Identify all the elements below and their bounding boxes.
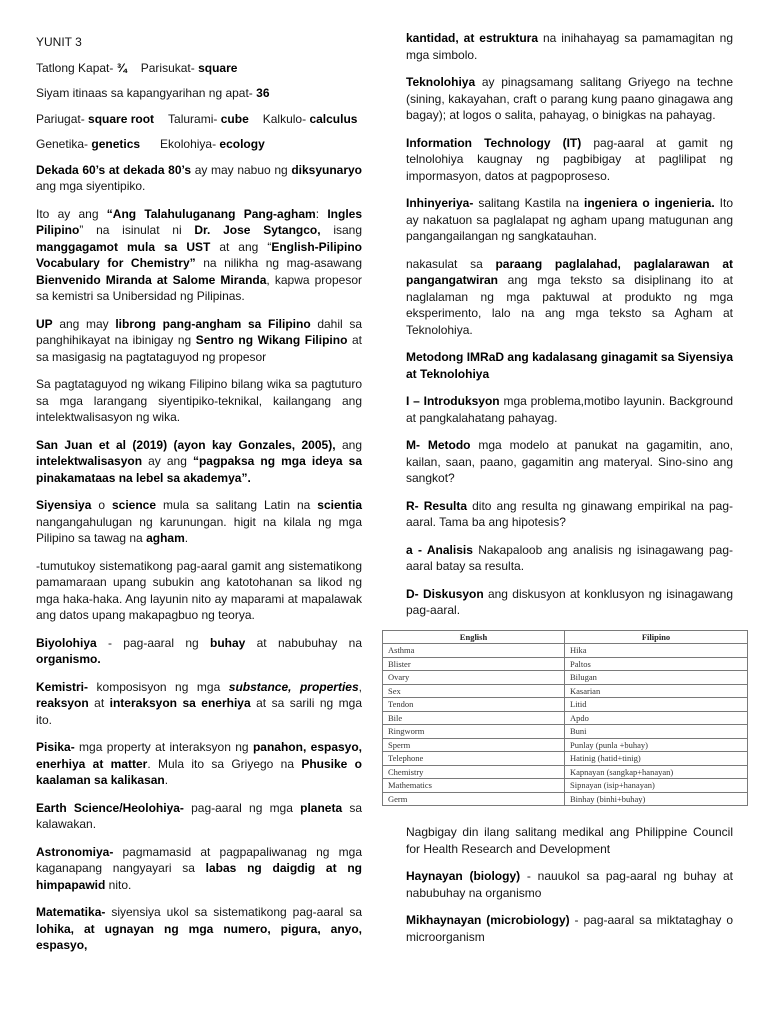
table-cell: Blister	[383, 657, 565, 671]
table-cell: Asthma	[383, 644, 565, 658]
table-header: English	[383, 630, 565, 644]
paragraph-intelektwalisasyon: Sa pagtataguyod ng wikang Filipino bilang wika sa pagtuturo sa mga larangang siyentipiko-teknikal, kailangang ang intelektwalisasyon ng wika.	[36, 377, 362, 424]
paragraph-talahuluganan: Ito ay ang “Ang Talahuluganang Pang-agham: Ingles Pilipino” na isinulat ni Dr. Jose Sytangco, isang manggagamot mula sa UST at ang “English-Pilipino Vocabulary for Chemistry” na nilikha ng mag-asawang Bienvenido Miranda at Salome Miranda, kapwa propesor sa kemistri sa Unibersidad ng Pilipinas.	[36, 206, 363, 303]
paragraph-dekada: Dekada 60’s at dekada 80’s ay may nabuo ng diksyunaryo ang mga siyentipiko.	[36, 162, 363, 193]
table-row	[383, 792, 748, 806]
table-cell: Bile	[383, 711, 565, 725]
table-cell: Telephone	[383, 752, 565, 766]
paragraph-introduksyon: I – Introduksyon mga problema,motibo layunin. Background at pangkalahatang pahayag.	[406, 394, 733, 425]
paragraph-resulta: R- Resulta dito ang resulta ng ginawang empirikal na pag-aaral. Tama ba ang hipotesis?	[406, 498, 734, 529]
paragraph-pchrd: Nagbigay din ilang salitang medikal ang Philippine Council for Health Research and Development	[406, 825, 733, 856]
table-cell: Punlay (punla +buhay)	[565, 738, 748, 752]
paragraph-matematika: Matematika- siyensiya ukol sa sistematikong pag-aaral sa lohika, at ugnayan ng mga numero, pigura, anyo, espasyo,	[36, 905, 362, 952]
paragraph-teknolohiya: Teknolohiya ay pinagsamang salitang Griyego na techne (sining, kakayahan, craft o parang kung paano ginagawa ang bagay); at logos o salita, pahayag, o binigkas na pahayag.	[406, 75, 733, 122]
table-cell: Tendon	[383, 698, 565, 712]
paragraph-san-juan: San Juan et al (2019) (ayon kay Gonzales, 2005), ang intelektwalisasyon ay ang “pagpaksa ng mga ideya sa pinakamataas na lebel sa akademya”.	[36, 437, 362, 485]
paragraph-biyolohiya: Biyolohiya - pag-aaral ng buhay at nabubuhay na organismo.	[36, 635, 363, 666]
table-row	[383, 725, 748, 739]
paragraph-information-technology: Information Technology (IT) pag-aaral at gamit ng telnolohiya kaugnay ng pagbibigay at paglilipat ng impormasyon, datos at pagpoproseso.	[406, 135, 733, 183]
table-cell: Buni	[565, 725, 748, 739]
table-cell: Paltos	[565, 657, 748, 671]
table-header: Filipino	[565, 630, 748, 644]
paragraph-haynayan: Haynayan (biology) - nauukol sa pag-aaral ng buhay at nabubuhay na organismo	[406, 869, 733, 900]
paragraph-kemistri: Kemistri- komposisyon ng mga substance, properties, reaksyon at interaksyon sa enerhiya at sa sarili ng mga ito.	[36, 679, 362, 727]
right-column	[388, 30, 734, 956]
paragraph-tumutukoy: -tumutukoy sistematikong pag-aaral gamit ang sistematikong pamamaraan upang subukin ang katotohanan sa likod ng mga haka-haka. Ang layunin nito ay maparami at mapalawak ang datos upang makapagbuo ng teorya.	[36, 558, 362, 622]
table-row	[383, 644, 748, 658]
term-line-genetics: Genetika- genetics Ekolohiya- ecology	[36, 137, 265, 151]
table-cell: Apdo	[565, 711, 748, 725]
table-header-row	[383, 630, 748, 644]
heading-imrad: Metodong IMRaD ang kadalasang ginagamit sa Siyensiya at Teknolohiya	[406, 350, 733, 381]
paragraph-up: UP ang may librong pang-angham sa Filipino dahil sa panghihikayat na ibinigay ng Sentro ng Wikang Filipino at sa masigasig na pagtataguyod ng propesor	[36, 316, 363, 364]
paragraph-heolohiya: Earth Science/Heolohiya- pag-aaral ng mga planeta sa kalawakan.	[36, 800, 362, 831]
table-cell: Sex	[383, 684, 565, 698]
paragraph-inhinyeriya: Inhinyeriya- salitang Kastila na ingeniera o ingenieria. Ito ay nakatuon sa paglalapat ng agham upang matugunan ang pangangailangan ng sangkatauhan.	[406, 196, 733, 243]
table-cell: Germ	[383, 792, 565, 806]
table-cell: Sperm	[383, 738, 565, 752]
paragraph-analisis: a - Analisis Nakapaloob ang analisis ng isinagawang pag-aaral batay sa resulta.	[406, 542, 733, 573]
unit-title: YUNIT 3	[36, 35, 82, 49]
paragraph-astronomiya: Astronomiya- pagmamasid at pagpapaliwanag ng mga kaganapang nangyayari sa labas ng daigdig at ng himpapawid nito.	[36, 844, 362, 892]
table-row	[383, 765, 748, 779]
table-cell: Ovary	[383, 671, 565, 685]
table-row	[383, 684, 748, 698]
paragraph-metodo: M- Metodo mga modelo at panukat na gagamitin, ano, kailan, saan, paano, gagamitin ang materyal. Sino-sino ang sangkot?	[406, 438, 733, 485]
table-row	[383, 779, 748, 793]
term-line-root: Pariugat- square root Talurami- cube Kalkulo- calculus	[36, 111, 358, 126]
term-line-fraction: Tatlong Kapat- ¾ Parisukat- square	[36, 60, 238, 75]
table-cell: Bilugan	[565, 671, 748, 685]
table-row	[383, 671, 748, 685]
table-cell: Ringworm	[383, 725, 565, 739]
vocabulary-table	[382, 630, 748, 807]
table-row	[383, 711, 748, 725]
table-cell: Chemistry	[383, 765, 565, 779]
table-row	[383, 752, 748, 766]
table-row	[383, 657, 748, 671]
paragraph-diskusyon: D- Diskusyon ang diskusyon at konklusyon ng isinagawang pag-aaral.	[406, 586, 733, 617]
table-row	[383, 738, 748, 752]
left-column	[36, 34, 362, 965]
table-cell: Kapnayan (sangkap+hanayan)	[565, 765, 748, 779]
table-cell: Kasarian	[565, 684, 748, 698]
table-cell: Hika	[565, 644, 748, 658]
paragraph-matematika-cont: kantidad, at estruktura na inihahayag sa pamamagitan ng mga simbolo.	[406, 31, 734, 62]
table-cell: Mathematics	[383, 779, 565, 793]
paragraph-pisika: Pisika- mga property at interaksyon ng panahon, espasyo, enerhiya at matter. Mula ito sa Griyego na Phusike o kaalaman sa kalikasan.	[36, 740, 363, 787]
paragraph-siyensiya: Siyensiya o science mula sa salitang Latin na scientia nangangahulugan ng karunungan. higit na kilala ng mga Pilipino sa tawag na agham.	[36, 498, 362, 545]
table-cell: Binhay (binhi+buhay)	[565, 792, 748, 806]
table-cell: Litid	[565, 698, 748, 712]
paragraph-mikhaynayan: Mikhaynayan (microbiology) - pag-aaral sa miktataghay o microorganism	[406, 913, 733, 944]
table-row	[383, 698, 748, 712]
table-cell: Hatinig (hatid+tinig)	[565, 752, 748, 766]
table-cell: Sipnayan (isip+hanayan)	[565, 779, 748, 793]
term-line-power: Siyam itinaas sa kapangyarihan ng apat- 36	[36, 86, 270, 100]
paragraph-nakasulat: nakasulat sa paraang paglalahad, paglalarawan at pangangatwiran ang mga teksto sa disiplinang ito at naglalaman ng mga paktuwal at produkto ng mga eksperimento, lalo na ang mga teksto sa Agham at Teknolohiya.	[406, 256, 733, 337]
